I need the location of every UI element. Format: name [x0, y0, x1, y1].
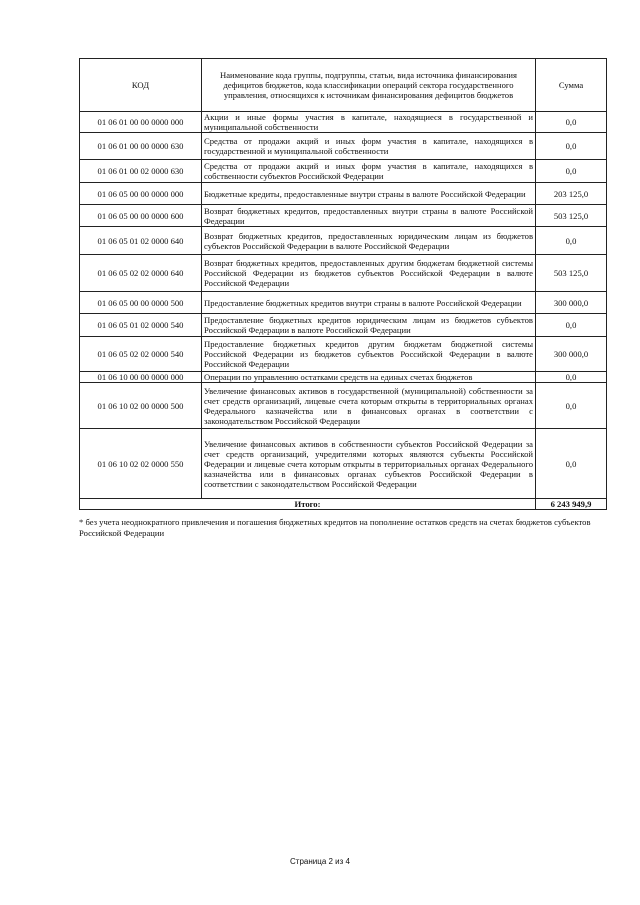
row-sum: 0,0 — [536, 383, 607, 429]
financing-sources-table — [79, 58, 607, 510]
page-number: Страница 2 из 4 — [290, 857, 350, 866]
row-name: Увеличение финансовых активов в собственности субъектов Российской Федерации за счет средств организаций, учредителями которых являются субъекты Российской Федерации и лицевые счета которым открыты в территориальных органах Федерального казначейства или в финансовых органах субъектов Российской Федерации в соответствии с законодательством Российской Федерации — [202, 429, 536, 499]
table-row — [80, 337, 607, 372]
row-name: Увеличение финансовых активов в государственной (муниципальной) собственности за счет средств организаций, лицевые счета которым открыты в территориальных органах Федерального казначейства или в финансовых органах в соответствии с законодательством Российской Федерации — [202, 383, 536, 429]
row-sum: 0,0 — [536, 314, 607, 337]
footnote: * без учета неоднократного привлечения и погашения бюджетных кредитов на пополнение остатков средств на счетах бюджетов субъектов Российской Федерации — [79, 517, 591, 538]
header-code: КОД — [80, 59, 202, 112]
row-name: Предоставление бюджетных кредитов внутри страны в валюте Российской Федерации — [202, 292, 536, 314]
row-code: 01 06 05 02 02 0000 540 — [80, 337, 202, 372]
row-name: Предоставление бюджетных кредитов юридическим лицам из бюджетов субъектов Российской Федерации в валюте Российской Федерации — [202, 314, 536, 337]
row-code: 01 06 05 00 00 0000 000 — [80, 183, 202, 205]
table-row — [80, 133, 607, 160]
row-name: Акции и иные формы участия в капитале, находящиеся в государственной и муниципальной собственности — [202, 112, 536, 133]
row-sum: 0,0 — [536, 133, 607, 160]
table-row — [80, 314, 607, 337]
row-name: Возврат бюджетных кредитов, предоставленных внутри страны в валюте Российской Федерации — [202, 205, 536, 227]
row-code: 01 06 05 01 02 0000 640 — [80, 227, 202, 255]
table-row — [80, 183, 607, 205]
row-code: 01 06 10 02 02 0000 550 — [80, 429, 202, 499]
table-row — [80, 372, 607, 383]
total-sum: 6 243 949,9 — [536, 499, 607, 510]
row-code: 01 06 05 00 00 0000 600 — [80, 205, 202, 227]
header-name: Наименование кода группы, подгруппы, статьи, вида источника финансирования дефицитов бюджетов, кода классификации операций сектора государственного управления, относящихся к источникам финансирования дефицитов бюджетов — [202, 59, 536, 112]
row-name: Средства от продажи акций и иных форм участия в капитале, находящихся в собственности субъектов Российской Федерации — [202, 160, 536, 183]
row-name: Возврат бюджетных кредитов, предоставленных другим бюджетам бюджетной системы Российской Федерации из бюджетов субъектов Российской Федерации в валюте Российской Федерации — [202, 255, 536, 292]
table-row — [80, 205, 607, 227]
header-sum: Сумма — [536, 59, 607, 112]
row-name: Предоставление бюджетных кредитов другим бюджетам бюджетной системы Российской Федерации из бюджетов субъектов Российской Федерации в валюте Российской Федерации — [202, 337, 536, 372]
table-row — [80, 383, 607, 429]
row-sum: 503 125,0 — [536, 255, 607, 292]
table-row — [80, 429, 607, 499]
row-name: Бюджетные кредиты, предоставленные внутри страны в валюте Российской Федерации — [202, 183, 536, 205]
row-sum: 300 000,0 — [536, 337, 607, 372]
row-code: 01 06 10 00 00 0000 000 — [80, 372, 202, 383]
row-sum: 300 000,0 — [536, 292, 607, 314]
table-total-row — [80, 499, 607, 510]
row-name: Возврат бюджетных кредитов, предоставленных юридическим лицам из бюджетов субъектов Российской Федерации в валюте Российской Федерации — [202, 227, 536, 255]
row-code: 01 06 05 02 02 0000 640 — [80, 255, 202, 292]
row-code: 01 06 01 00 02 0000 630 — [80, 160, 202, 183]
row-sum: 0,0 — [536, 429, 607, 499]
table-row — [80, 255, 607, 292]
row-sum: 203 125,0 — [536, 183, 607, 205]
table-row — [80, 292, 607, 314]
row-name: Средства от продажи акций и иных форм участия в капитале, находящихся в государственной и муниципальной собственности — [202, 133, 536, 160]
total-label: Итого: — [80, 499, 536, 510]
row-code: 01 06 01 00 00 0000 000 — [80, 112, 202, 133]
row-name: Операции по управлению остатками средств на единых счетах бюджетов — [202, 372, 536, 383]
row-code: 01 06 05 01 02 0000 540 — [80, 314, 202, 337]
table-row — [80, 160, 607, 183]
row-sum: 0,0 — [536, 160, 607, 183]
table-header-row — [80, 59, 607, 112]
row-sum: 0,0 — [536, 112, 607, 133]
table-row — [80, 227, 607, 255]
row-sum: 0,0 — [536, 372, 607, 383]
row-sum: 0,0 — [536, 227, 607, 255]
row-code: 01 06 05 00 00 0000 500 — [80, 292, 202, 314]
row-code: 01 06 10 02 00 0000 500 — [80, 383, 202, 429]
table-row — [80, 112, 607, 133]
row-code: 01 06 01 00 00 0000 630 — [80, 133, 202, 160]
row-sum: 503 125,0 — [536, 205, 607, 227]
